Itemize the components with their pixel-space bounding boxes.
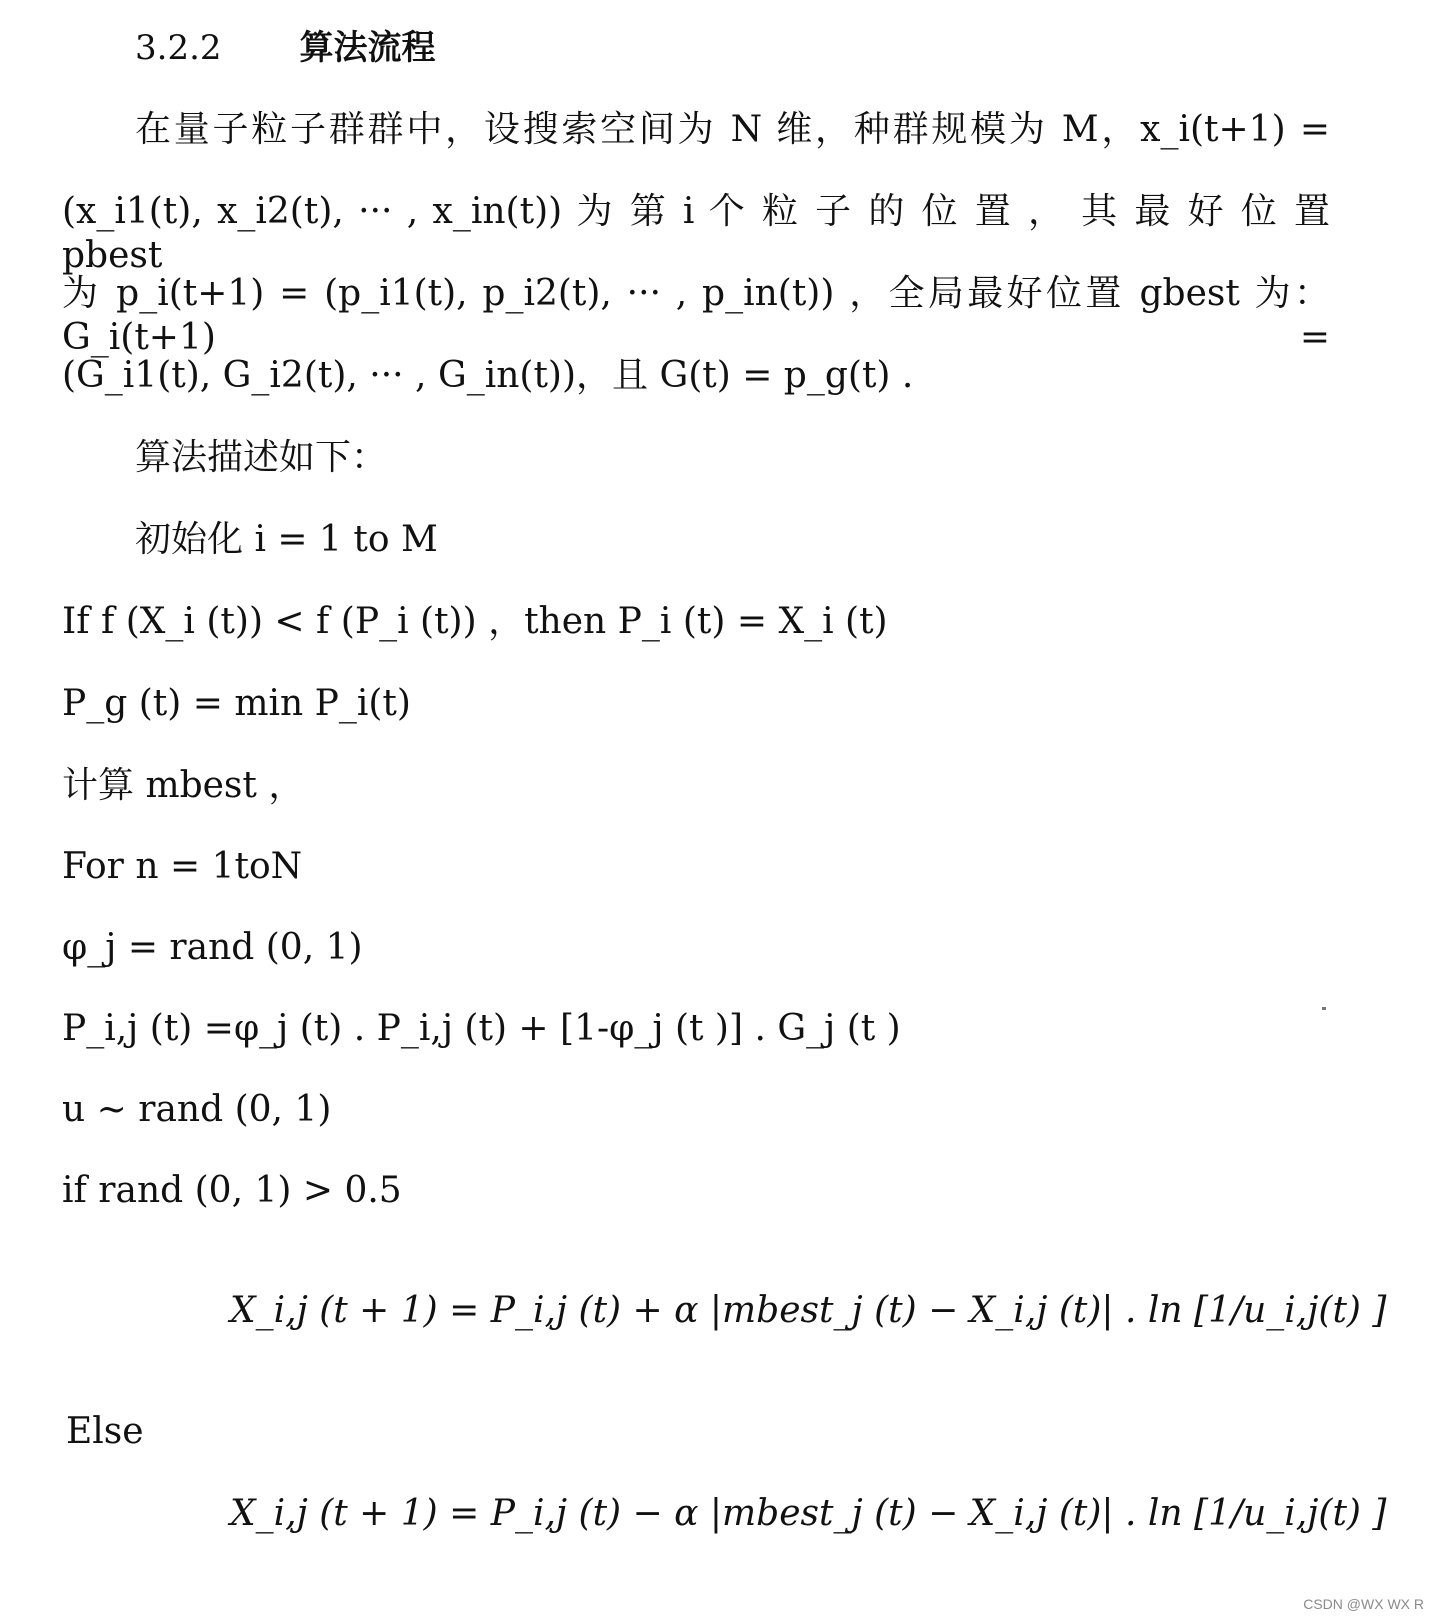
paragraph-line-3: 为 p_i(t+1) = (p_i1(t), p_i2(t), ··· , p_in(t)) ，全局最好位置 gbest 为：G_i(t+1) = — [62, 273, 1330, 358]
u-rand-line: u ~ rand (0, 1) — [62, 1089, 332, 1130]
if-condition-line: If f (X_i (t)) < f (P_i (t)) ，then P_i (t) = X_i (t) — [62, 601, 888, 642]
compute-mbest-line: 计算 mbest ， — [62, 765, 305, 806]
paragraph-line-4: (G_i1(t), G_i2(t), ··· , G_in(t))，且 G(t) = p_g(t) . — [62, 355, 914, 396]
paragraph-line-1: 在量子粒子群群中，设搜索空间为 N 维，种群规模为 M，x_i(t+1) = — [135, 109, 1330, 150]
init-line: 初始化 i = 1 to M — [135, 519, 438, 560]
pg-min-line: P_g (t) = min P_i(t) — [62, 683, 411, 724]
for-loop-line: For n = 1toN — [62, 846, 303, 887]
scan-dot — [1322, 1007, 1326, 1010]
csdn-watermark: CSDN @WX WX R — [1303, 1596, 1424, 1612]
section-heading — [135, 26, 436, 70]
x-update-plus-equation: X_i,j (t + 1) = P_i,j (t) + α |mbest_j (t) − X_i,j (t)| . ln [1/u_i,j(t) ] — [230, 1290, 1387, 1331]
p-update-equation: P_i,j (t) =φ_j (t) . P_i,j (t) + [1-φ_j (t )] . G_j (t ) — [62, 1008, 901, 1049]
section-number: 3.2.2 — [135, 28, 222, 68]
x-update-minus-equation: X_i,j (t + 1) = P_i,j (t) − α |mbest_j (t) − X_i,j (t)| . ln [1/u_i,j(t) ] — [230, 1493, 1387, 1534]
paragraph-line-2: (x_i1(t), x_i2(t), ··· , x_in(t)) 为 第 i 个 粒 子 的 位 置 ， 其 最 好 位 置 pbest — [62, 191, 1330, 276]
else-line: Else — [66, 1411, 144, 1452]
algorithm-intro: 算法描述如下： — [135, 437, 388, 478]
phi-rand-line: φ_j = rand (0, 1) — [62, 927, 363, 968]
section-title: 算法流程 — [299, 28, 436, 68]
if-rand-condition-line: if rand (0, 1) > 0.5 — [62, 1170, 402, 1211]
